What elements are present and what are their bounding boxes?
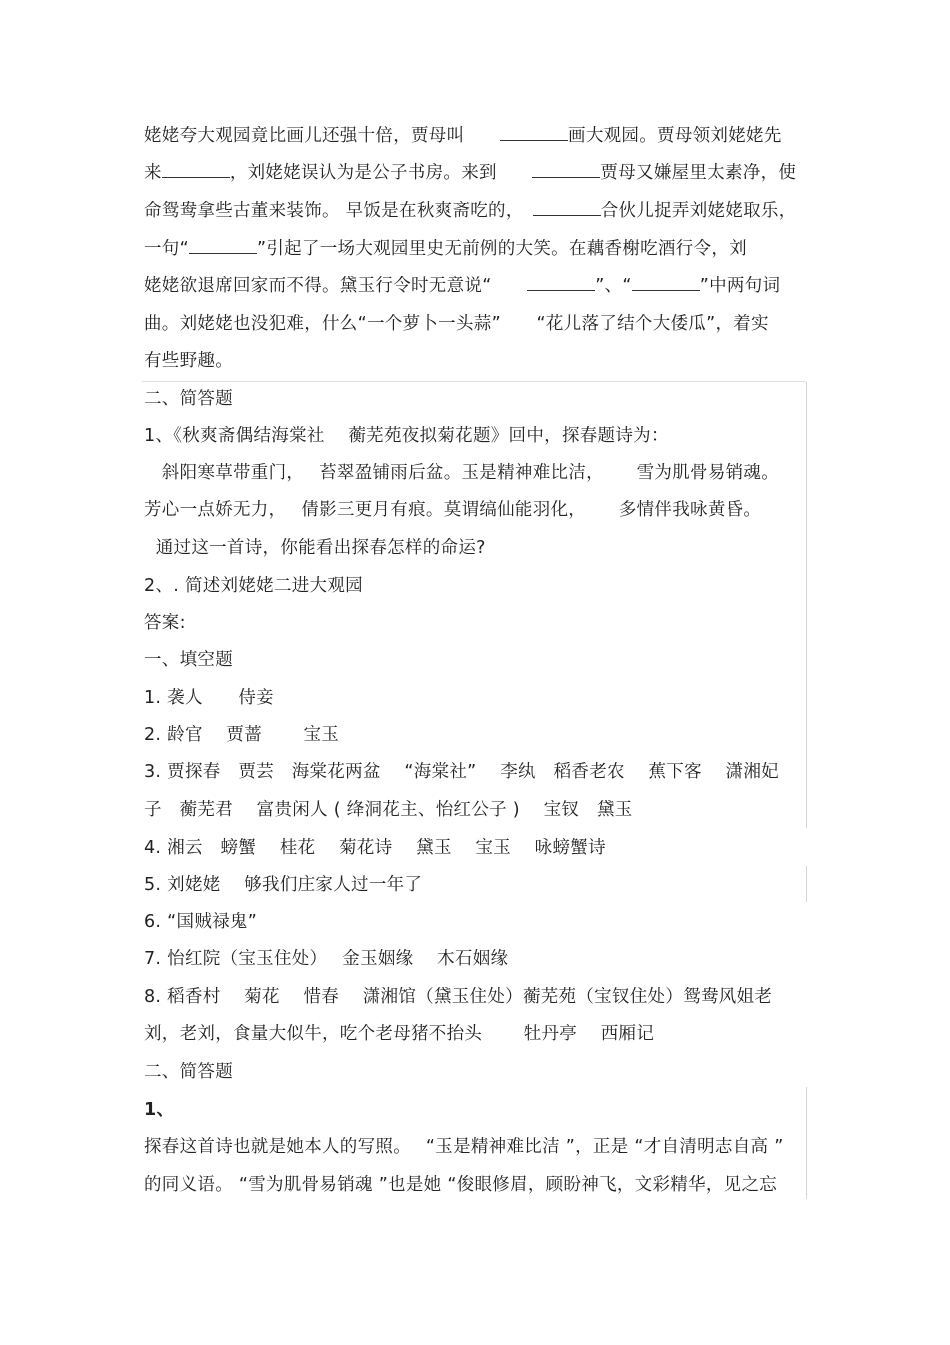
text-segment: 2. 龄官 贾蔷 宝玉 — [144, 725, 340, 745]
text-segment: 刘，老刘，食量大似牛，吃个老母猪不抬头 牡丹亭 西厢记 — [144, 1024, 655, 1044]
text-line — [144, 387, 233, 411]
text-segment: 曲。刘姥姥也没犯难，什么“一个萝卜一头蒜” “花儿落了结个大倭瓜”，着实 — [144, 314, 769, 334]
text-segment: 二、简答题 — [144, 389, 233, 409]
text-segment: 一、填空题 — [144, 650, 233, 670]
text-segment: 斜阳寒草带重门， 苔翠盈铺雨后盆。玉是精神难比洁， 雪为肌骨易销魂。 — [144, 463, 780, 483]
text-line — [144, 1022, 654, 1046]
text-line — [144, 237, 747, 261]
text-line — [144, 648, 233, 672]
text-line — [144, 312, 769, 336]
text-segment: 二、简答题 — [144, 1062, 233, 1082]
text-line — [144, 124, 782, 148]
text-segment: 子 蘅芜君 富贵闲人 ( 绛洞花主、怡红公子 ) 宝钗 黛玉 — [144, 800, 633, 820]
text-segment: 姥姥夸大观园竟比画儿还强十倍，贾母叫 — [144, 126, 465, 146]
text-segment: 5. 刘姥姥 够我们庄家人过一年了 — [144, 875, 423, 895]
text-segment: 有些野趣。 — [144, 351, 233, 371]
text-segment: 的同义语。 “雪为肌骨易销魂 ”也是她 “俊眼修眉，顾盼神飞，文彩精华，见之忘 — [144, 1175, 778, 1195]
text-segment: 芳心一点娇无力， 倩影三更月有痕。莫谓缟仙能羽化， 多情伴我咏黄昏。 — [144, 500, 762, 520]
text-segment: 姥姥欲退席回家而不得。黛玉行令时无意说“ — [144, 276, 492, 296]
text-line — [144, 873, 422, 897]
text-segment: ”中两句词 — [699, 276, 781, 296]
text-line — [144, 461, 779, 485]
text-line — [144, 498, 761, 522]
text-segment: ，刘姥姥误认为是公子书房。来到 — [229, 163, 497, 183]
text-segment — [464, 126, 500, 146]
text-segment: 命鸳鸯拿些古董来装饰。 早饭是在秋爽斋吃的， — [144, 201, 515, 221]
text-line — [144, 686, 274, 710]
text-segment — [515, 201, 533, 221]
text-line — [144, 611, 186, 635]
text-line — [144, 349, 233, 373]
text-segment: 通过这一首诗，你能看出探春怎样的命运? — [144, 538, 486, 558]
text-line — [144, 424, 669, 448]
text-segment: 6. “国贼禄鬼” — [144, 912, 258, 932]
text-line — [144, 910, 257, 934]
text-line — [144, 536, 486, 560]
text-segment: 合伙儿捉弄刘姥姥取乐， — [600, 201, 797, 221]
text-line — [144, 836, 606, 860]
fill-blank — [632, 274, 700, 291]
text-segment: 4. 湘云 螃蟹 桂花 菊花诗 黛玉 宝玉 咏螃蟹诗 — [144, 838, 606, 858]
table-border-top — [142, 381, 806, 382]
text-segment: 3. 贾探春 贾芸 海棠花两盆 “海棠社” 李纨 稻香老农 蕉下客 潇湘妃 — [144, 762, 779, 782]
text-segment — [497, 163, 533, 183]
text-segment: 答案: — [144, 613, 186, 633]
text-line — [144, 760, 779, 784]
text-segment: 1. 袭人 侍妾 — [144, 688, 274, 708]
text-line — [144, 199, 797, 223]
text-segment: ”、“ — [595, 276, 632, 296]
fill-blank — [527, 274, 595, 291]
text-segment: 来 — [144, 163, 162, 183]
text-segment: 7. 怡红院（宝玉住处） 金玉姻缘 木石姻缘 — [144, 949, 509, 969]
text-line — [144, 574, 363, 598]
text-segment: ”引起了一场大观园里史无前例的大笑。在藕香榭吃酒行令，刘 — [256, 239, 747, 259]
table-border-right — [806, 866, 807, 902]
text-segment: 画大观园。贾母领刘姥姥先 — [568, 126, 782, 146]
text-segment: 2、. 简述刘姥姥二进大观园 — [144, 576, 363, 596]
text-line — [144, 985, 772, 1009]
fill-blank — [162, 161, 230, 178]
text-segment: 1、《秋爽斋偶结海棠社 蘅芜苑夜拟菊花题》回中，探春题诗为： — [144, 426, 669, 446]
text-line — [144, 274, 780, 298]
fill-blank — [500, 124, 568, 141]
fill-blank — [532, 161, 600, 178]
text-segment: 1、 — [144, 1100, 175, 1120]
text-segment: 探春这首诗也就是她本人的写照。 “玉是精神难比洁 ”，正是 “才自清明志自高 ” — [144, 1137, 784, 1157]
text-line — [144, 723, 339, 747]
text-segment: 贾母又嫌屋里太素净，使 — [600, 163, 797, 183]
text-line — [144, 161, 796, 185]
text-line — [144, 947, 508, 971]
text-segment: 8. 稻香村 菊花 惜春 潇湘馆（黛玉住处）蘅芜苑（宝钗住处）鸳鸯风姐老 — [144, 987, 773, 1007]
fill-blank — [189, 237, 257, 254]
text-line — [144, 1135, 784, 1159]
text-line — [144, 798, 633, 822]
text-segment: 一句“ — [144, 239, 189, 259]
fill-blank — [533, 199, 601, 216]
table-border-right — [806, 1087, 807, 1199]
table-border-right — [806, 382, 807, 828]
text-line — [144, 1098, 174, 1122]
text-line — [144, 1060, 233, 1084]
text-segment — [492, 276, 528, 296]
text-line — [144, 1173, 777, 1197]
